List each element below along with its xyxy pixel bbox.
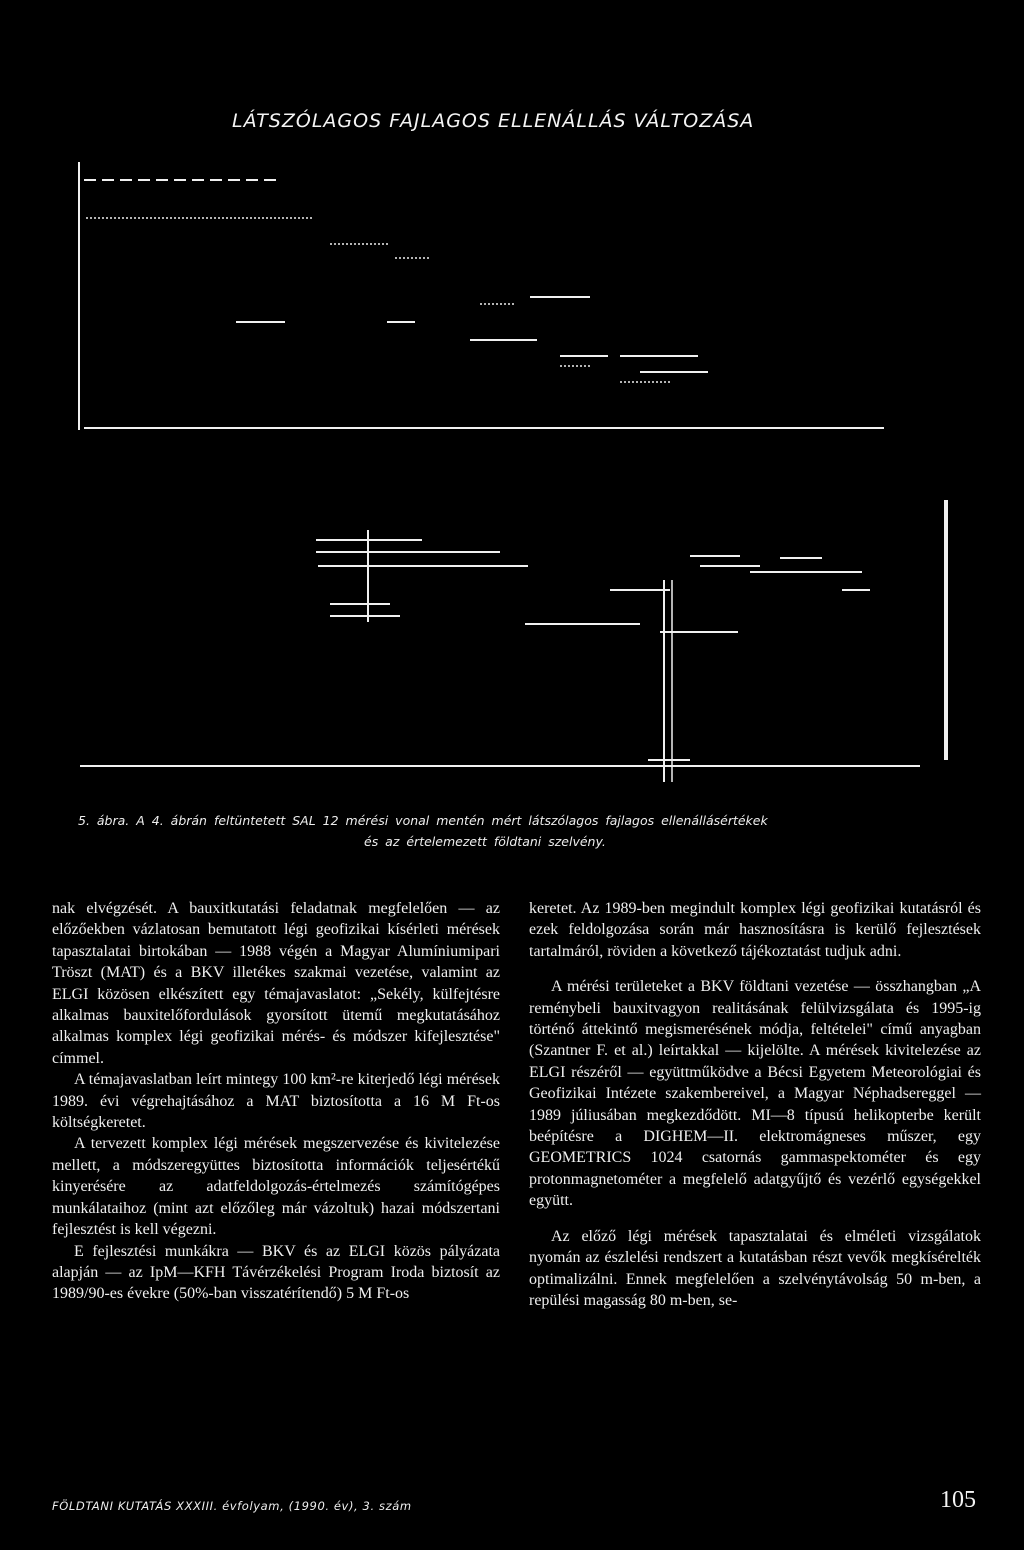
figure-caption	[78, 810, 988, 852]
caption-line-1: 5. ábra. A 4. ábrán feltüntetett SAL 12 mérési vonal mentén mért látszólagos fajlagos ellenállásértékek	[78, 813, 768, 828]
paragraph: keretet. Az 1989-ben megindult komplex légi geofizikai kutatásról és ezek feldolgozása során már hasznosításra is kerülő fejlesztések tartalmáról, röviden a következő tájékoztatást tudjuk adni.	[529, 900, 981, 960]
paragraph: E fejlesztési munkákra — BKV és az ELGI közös pályázata alapján — az IpM—KFH Távérzékelési Program Iroda biztosít az 1989/90-es évekre (50%-ban visszatérítendő) 5 M Ft-os	[52, 1242, 500, 1303]
paragraph: A tervezett komplex légi mérések megszervezése és kivitelezése mellett, a módszeregyüttes biztosította információk teljesértékű kinyerésére az adatfeldolgozás-értelmezés számítógépes munkálataihoz (mint azt előzőleg már vázoltuk) hazai módszertani fejlesztést is kell végezni.	[52, 1135, 500, 1239]
journal-footer: FÖLDTANI KUTATÁS XXXIII. évfolyam, (1990. év), 3. szám	[52, 1499, 412, 1513]
figure-title: LÁTSZÓLAGOS FAJLAGOS ELLENÁLLÁS VÁLTOZÁSA	[232, 110, 755, 132]
caption-line-2: és az értelemezett földtani szelvény.	[364, 834, 606, 849]
page-number: 105	[940, 1487, 976, 1513]
right-column	[529, 898, 981, 1311]
paragraph: A mérési területeket a BKV földtani vezetése — összhangban „A reménybeli bauxitvagyon realitásának felülvizsgálata és 1995-ig történő áttekintő megismerésének módja, feltételei" című anyagban (Szantner F. et al.) leírtakkal — kijelölte. A mérések kivitelezése az ELGI részéről — együttműködve a Bécsi Egyetem Meteorológiai és Geofizikai Intézete szakembereivel, a Magyar Néphadsereggel — 1989 júliusában megkezdődött. MI—8 típusú helikopterbe került beépítésre a DIGHEM—II. elektromágneses műszer, egy GEOMETRICS 1024 csatornás gammaspektométer és egy protonmagnetométer a megfelelő adatgyűjtő és vezérlő egységekkel együtt.	[529, 978, 981, 1210]
left-column	[52, 898, 500, 1305]
paragraph: A témajavaslatban leírt mintegy 100 km²-re kiterjedő légi mérések 1989. évi végrehajtásához a MAT biztosította a 16 M Ft-os költségkeretet.	[52, 1071, 500, 1132]
paragraph: Az előző légi mérések tapasztalatai és elméleti vizsgálatok nyomán az észlelési rendszert a kutatásban részt vevők megkísérelték optimalizálni. Ennek megfelelően a szelvénytávolság 50 m-ben, a repülési magasság 80 m-ben, se-	[529, 1227, 981, 1309]
resistivity-profile-figure	[0, 150, 1024, 790]
paragraph: nak elvégzését. A bauxitkutatási feladatnak megfelelően — az előzőekben vázlatosan bemutatott légi geofizikai kísérleti mérések tapasztalatai birtokában — 1988 végén a Magyar Alumíniumipari Tröszt (MAT) és a BKV illetékes szakmai vezetése, valamint az ELGI közösen elkészített egy témajavaslatot: „Sekély, külfejtésre alkalmas bauxitelőfordulások gyorsított ütemű megkutatásához alkalmas komplex légi geofizikai mérés- és módszer kifejlesztése" címmel.	[52, 900, 500, 1067]
